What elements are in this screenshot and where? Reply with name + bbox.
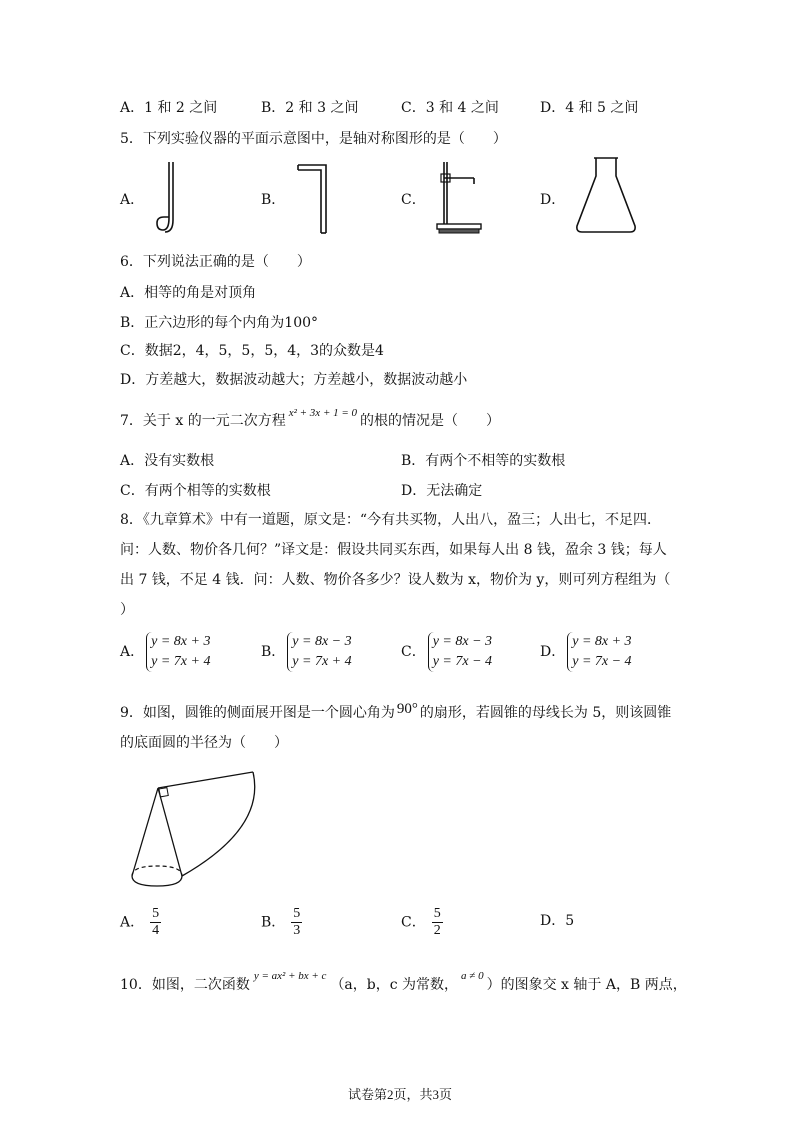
q9-option-c: C． $\frac{5}{2}$ xyxy=(401,906,441,938)
q7-option-c: C．有两个相等的实数根 xyxy=(120,483,271,499)
q4-option-c: C．3 和 4 之间 xyxy=(401,100,499,116)
q8-line-4: ） xyxy=(120,602,134,618)
bent-tube-icon xyxy=(296,163,332,235)
q5-label-a: A． xyxy=(120,192,145,208)
q7-equation: x² + 3x + 1 = 0 xyxy=(288,407,358,419)
q8-option-a: A． y = 8x + 3 y = 7x + 4 xyxy=(120,632,210,672)
q9-line-2: 的底面圆的半径为（ ） xyxy=(120,735,288,751)
q8-line-1: 8．《九章算术》中有一道题，原文是：“今有共买物，人出八，盈三；人出七，不足四． xyxy=(120,512,662,528)
q9-option-d: D．5 xyxy=(540,913,575,929)
q5-label-b: B． xyxy=(261,192,286,208)
q7-option-d: D．无法确定 xyxy=(401,483,483,499)
page-footer: 试卷第2页，共3页 xyxy=(347,1087,452,1102)
q5-label-d: D． xyxy=(540,192,566,208)
q7-option-a: A．没有实数根 xyxy=(120,453,215,469)
q5-label-c: C． xyxy=(401,192,426,208)
q7-stem-pre: 7．关于 x 的一元二次方程 xyxy=(120,413,286,429)
q8-option-c: C． y = 8x − 3 y = 7x − 4 xyxy=(401,632,492,672)
iron-stand-icon xyxy=(434,160,484,236)
q8-line-2: 问：人数、物价各几何？”译文是：假设共同买东西，如果每人出 8 钱，盈余 3 钱；每人 xyxy=(120,542,667,558)
q4-option-a: A．1 和 2 之间 xyxy=(120,100,218,116)
q9-option-a: A． $\frac{5}{4}$ xyxy=(120,906,160,938)
q9-line-1: 9．如图，圆锥的侧面展开图是一个圆心角为 90° 的扇形，若圆锥的母线长为 5，则该圆锥 xyxy=(120,701,672,721)
q10-equation: y = ax² + bx + c xyxy=(253,970,327,982)
q9-angle: 90° xyxy=(396,701,418,717)
q6-option-d: D．方差越大，数据波动越大；方差越小，数据波动越小 xyxy=(120,372,468,388)
q4-option-d: D．4 和 5 之间 xyxy=(540,100,639,116)
q7-option-b: B．有两个不相等的实数根 xyxy=(401,453,566,469)
q7-stem xyxy=(120,407,501,432)
dropper-icon xyxy=(155,160,185,234)
q4-option-b: B．2 和 3 之间 xyxy=(261,100,359,116)
q8-option-d: D． y = 8x + 3 y = 7x − 4 xyxy=(540,632,632,672)
q7-stem-post: 的根的情况是（ ） xyxy=(360,413,501,429)
q6-option-b: B．正六边形的每个内角为100° xyxy=(120,315,319,331)
conical-flask-icon xyxy=(574,156,638,234)
q5-stem: 5．下列实验仪器的平面示意图中，是轴对称图形的是（ ） xyxy=(120,131,507,147)
q10-condition: a ≠ 0 xyxy=(461,970,484,982)
q6-option-c: C．数据2，4，5，5，5，4，3的众数是4 xyxy=(120,343,384,359)
q9-option-b: B． $\frac{5}{3}$ xyxy=(261,906,301,938)
q8-option-b: B． y = 8x − 3 y = 7x + 4 xyxy=(261,632,352,672)
cone-net-figure xyxy=(128,768,268,892)
q6-option-a: A．相等的角是对顶角 xyxy=(120,285,257,301)
q6-stem: 6．下列说法正确的是（ ） xyxy=(120,254,311,270)
q10-stem: 10．如图，二次函数$^{y = ax^2 + bx + c}$（a，b，c 为常数，$^{a \ne 0}$）的图象交 x 轴于 A，B 两点， xyxy=(120,970,687,993)
q8-line-3: 出 7 钱，不足 4 钱．问：人数、物价各多少？设人数为 x，物价为 y，则可列方程组为（ xyxy=(120,572,671,588)
